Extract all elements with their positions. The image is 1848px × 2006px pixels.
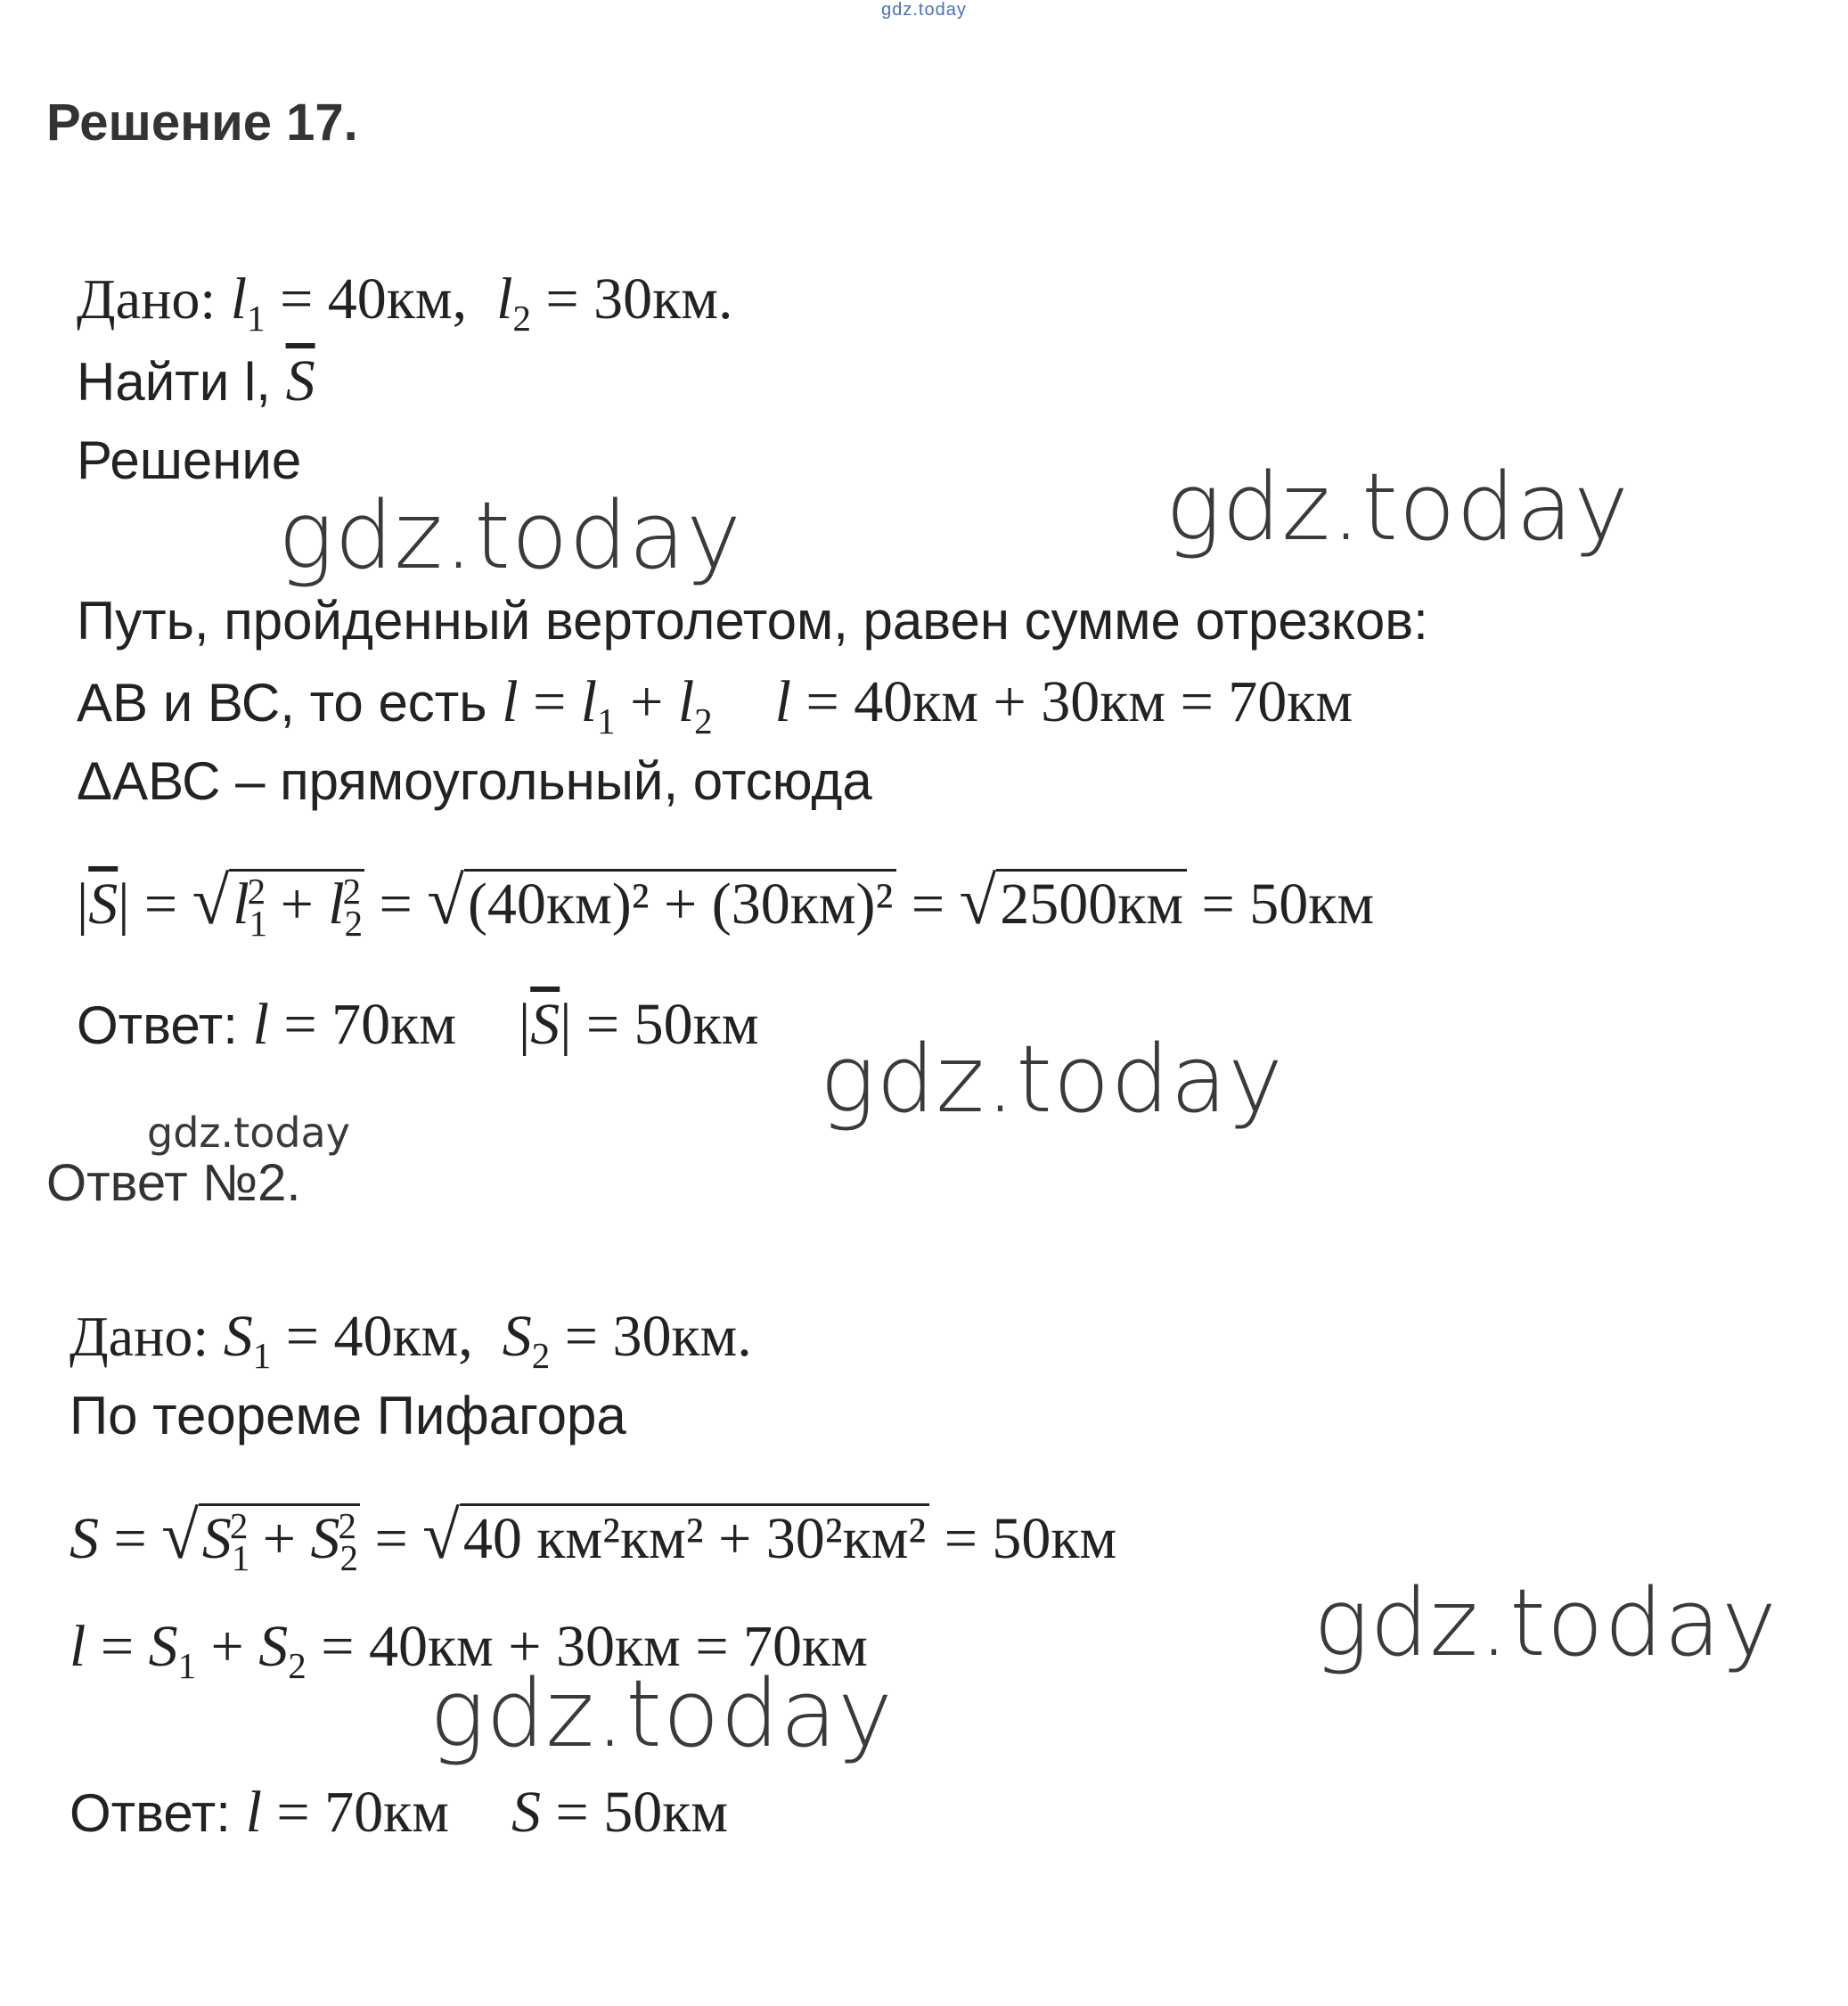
sum-line: АВ и ВС, то есть $l = l_1 + l_2$ l = 40км + 30км = 70км [77, 669, 1353, 742]
radicand-s2: 40 км²км² + 30²км² [460, 1503, 929, 1571]
answer-l-value-2: = 70км [276, 1780, 449, 1845]
result-50: = 50км [1201, 872, 1375, 937]
watermark-3: gdz.today [820, 1025, 1284, 1134]
magnitude-formula: $|\overline{S}| = √l_1^2 + l_2^2 = √(40км)^2 + (30км)^2 = √2500км = 50км$ [77, 864, 1375, 945]
answer-label-2: Ответ: [70, 1783, 231, 1843]
watermark-1: gdz.today [278, 481, 742, 590]
watermark-6: gdz.today [429, 1659, 894, 1768]
find-line: Найти l, $\overline{S}$ [77, 348, 315, 413]
find-text: Найти l, [77, 352, 271, 412]
watermark-5: gdz.today [1313, 1568, 1778, 1677]
result-50-s2: = 50км [944, 1506, 1117, 1571]
sum-equation: = 40км + 30км = 70км [805, 669, 1353, 734]
watermark-2: gdz.today [1165, 453, 1630, 561]
radicand-1: (40км)² + (30км)² [464, 869, 896, 937]
given-l2-value: = 30км. [545, 266, 733, 332]
ab-text: АВ и ВС, то есть [77, 673, 487, 733]
triangle-line: ΔАВС – прямоугольный, отсюда [77, 751, 872, 811]
solution-title: Решение 17. [46, 94, 358, 151]
answer-s-value-2: = 50км [555, 1780, 729, 1845]
given-l1-value: = 40км, [280, 266, 468, 332]
given-line-2: Дано: $S_1 = 40км$, $S_2 = 30км$. [70, 1304, 752, 1377]
sum-equation-2: = 40км + 30км = 70км [321, 1614, 868, 1679]
given-line-1: Дано: $l_1 = 40км$, $l_2 = 30км$. [77, 266, 733, 340]
s-formula: $S = √S_1^2 + S_2^2 = √40$ км²км² + 30²км² = 50км [70, 1498, 1117, 1579]
l-sum-line: $l = S_1 + S_2 = 40км + 30км = 70км$ [70, 1614, 868, 1687]
answer-l-value: = 70км [283, 992, 456, 1057]
answer-line-2: Ответ: l = 70км S = 50км [70, 1780, 729, 1845]
pythagoras-line: По теореме Пифагора [70, 1386, 626, 1445]
solution-word: Решение [77, 430, 302, 490]
answer2-title: Ответ №2. [46, 1154, 301, 1212]
top-watermark: gdz.today [881, 0, 967, 20]
watermark-4: gdz.today [147, 1109, 350, 1157]
given-s1-value: = 40км, [285, 1304, 473, 1369]
answer-label: Ответ: [77, 995, 238, 1055]
answer-line-1: Ответ: l = 70км $|\overline{S}| = 50км$ [77, 992, 759, 1057]
answer-s-value: = 50км [585, 992, 759, 1057]
path-line: Путь, пройденный вертолетом, равен сумме отрезков: [77, 591, 1428, 651]
given-label-2: Дано: [70, 1305, 209, 1368]
given-label: Дано: [77, 267, 217, 331]
radicand-2500: 2500км [996, 869, 1187, 937]
given-s2-value: = 30км. [564, 1304, 752, 1369]
